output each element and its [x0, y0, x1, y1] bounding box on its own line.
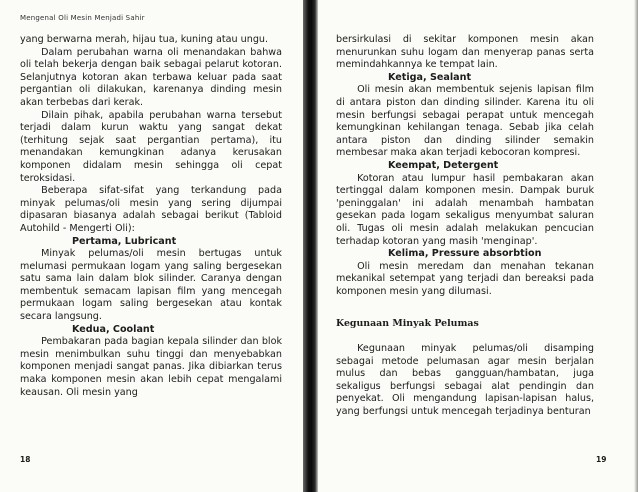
paragraph: Beberapa sifat-sifat yang terkandung pada minyak pelumas/oli mesin yang sering dijumpai dipasaran biasanya adalah sebagai berikut (Tabloid Autohild - Mengerti Oli):: [20, 185, 282, 234]
page-number-right: 19: [596, 455, 607, 464]
section-heading: Ketiga, Sealant: [388, 71, 472, 83]
section-heading: Kedua, Coolant: [72, 323, 155, 335]
page-number-left: 18: [20, 455, 31, 464]
left-page: [0, 0, 303, 492]
section-heading: Keempat, Detergent: [388, 159, 499, 171]
paragraph: Oli mesin akan membentuk sejenis lapisan film di antara piston dan dinding silinder. Karena itu oli mesin berfungsi sebagai perapat untuk mencegah kemungkinan kehilangan tenaga. Sebab jika celah antara piston dan dinding silinder semakin membesar maka akan terjadi kebocoran kompresi.: [336, 84, 594, 159]
paragraph: Dalam perubahan warna oli menandakan bahwa oli telah bekerja dengan baik sebagai pelarut kotoran. Selanjutnya kotoran akan terbawa keluar pada saat pergantian oli dilakukan, karenanya dinding mesin akan terbebas dari kerak.: [20, 46, 282, 108]
right-page-text: [336, 34, 594, 419]
paragraph: Kegunaan minyak pelumas/oli disamping sebagai metode pelumasan agar mesin berjalan mulus dan bebas gangguan/hambatan, juga sekaligus berfungsi sebagai alat pendingin dan penyekat. Oli mengandung lapisan-lapisan halus, yang berfungsi untuk mencegah terjadinya benturan: [336, 343, 594, 418]
paragraph: Kotoran atau lumpur hasil pembakaran akan tertinggal dalam komponen mesin. Dampak buruk 'peninggalan' ini adalah menambah hambatan gesekan pada logam sekaligus menyumbat saluran oli. Tugas oli mesin adalah melakukan pencucian terhadap kotoran yang masih 'menginap'.: [336, 172, 594, 247]
paragraph: yang berwarna merah, hijau tua, kuning atau ungu.: [20, 34, 269, 45]
left-page-text: [20, 34, 282, 399]
paragraph: Oli mesin meredam dan menahan tekanan mekanikal setempat yang terjadi dan bereaksi pada komponen mesin yang dilumasi.: [336, 260, 594, 297]
book-gutter: [303, 0, 318, 492]
chapter-heading: Kegunaan Minyak Pelumas: [336, 318, 479, 330]
section-heading: Pertama, Lubricant: [72, 235, 177, 247]
paragraph: Dilain pihak, apabila perubahan warna tersebut terjadi dalam kurun waktu yang sangat dekat (terhitung sejak saat pergantian pertama), itu menandakan kemungkinan adanya kerusakan komponen didalam mesin sehingga oli cepat teroksidasi.: [20, 109, 282, 184]
running-head: Mengenal Oli Mesin Menjadi Sahir: [20, 14, 145, 22]
paragraph: Minyak pelumas/oli mesin bertugas untuk melumasi permukaan logam yang saling bergesekan satu sama lain dalam blok silinder. Caranya dengan membentuk semacam lapisan film yang mencegah permukaan logam saling bergesekan atau kontak secara langsung.: [20, 248, 282, 323]
right-page: [318, 0, 638, 492]
page-edge: [634, 0, 638, 492]
paragraph: bersirkulasi di sekitar komponen mesin akan menurunkan suhu logam dan menyerap panas serta memindahkannya ke tempat lain.: [336, 34, 594, 71]
section-heading: Kelima, Pressure absorbtion: [388, 248, 542, 260]
paragraph: Pembakaran pada bagian kepala silinder dan blok mesin menimbulkan suhu tinggi dan menyebabkan komponen menjadi sangat panas. Jika dibiarkan terus maka komponen mesin akan lebih cepat mengalami keausan. Oli mesin yang: [20, 336, 282, 398]
